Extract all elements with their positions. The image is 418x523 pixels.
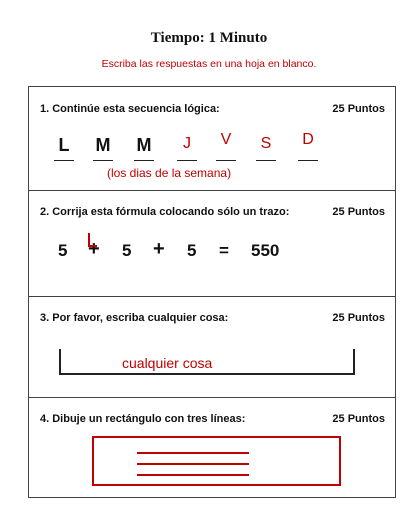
answer-underline — [298, 160, 318, 161]
question-3-answer: cualquier cosa — [122, 355, 213, 371]
sequence-note: (los dias de la semana) — [107, 166, 232, 180]
question-2-points: 25 Puntos — [332, 206, 385, 218]
answer-underline — [256, 160, 276, 161]
sequence-answer: J — [183, 135, 191, 152]
drawn-line — [137, 452, 249, 454]
question-3-section — [29, 296, 395, 398]
instructions: Escriba las respuestas en una hoja en blanco. — [101, 58, 317, 70]
quiz-sheet — [28, 86, 396, 498]
sequence-letter: M — [95, 135, 111, 155]
page-title: Tiempo: 1 Minuto — [150, 30, 268, 46]
answer-underline — [216, 160, 236, 161]
formula-token: 5 — [122, 241, 132, 260]
answer-underline — [177, 160, 197, 161]
question-4-section — [29, 397, 395, 497]
drawn-line — [137, 474, 249, 476]
formula-token: + — [153, 238, 165, 260]
drawn-line — [137, 463, 249, 465]
answer-underline — [54, 160, 74, 161]
drawn-rectangle — [92, 436, 341, 486]
question-1-section — [29, 87, 395, 191]
sequence-letter: M — [136, 135, 152, 155]
question-3-points: 25 Puntos — [332, 312, 385, 324]
question-4-text: 4. Dibuje un rectángulo con tres líneas: — [40, 413, 246, 425]
question-2-section — [29, 190, 395, 297]
formula-token: = — [219, 241, 229, 260]
correction-stroke — [86, 232, 100, 254]
sequence-answer: V — [220, 131, 232, 148]
answer-underline — [93, 160, 113, 161]
question-4-points: 25 Puntos — [332, 413, 385, 425]
formula-token: 5 — [187, 241, 197, 260]
question-1-points: 25 Puntos — [332, 103, 385, 115]
question-2-text: 2. Corrija esta fórmula colocando sólo un trazo: — [40, 206, 290, 218]
sequence-answer: D — [302, 131, 314, 148]
sequence-letter: L — [58, 135, 70, 155]
question-1-text: 1. Continúe esta secuencia lógica: — [40, 103, 220, 115]
answer-underline — [134, 160, 154, 161]
question-3-text: 3. Por favor, escriba cualquier cosa: — [40, 312, 229, 324]
formula-token: 550 — [251, 241, 280, 260]
sequence-answer: S — [260, 135, 272, 152]
formula-token: + — [88, 238, 100, 260]
formula-token: 5 — [58, 241, 68, 260]
